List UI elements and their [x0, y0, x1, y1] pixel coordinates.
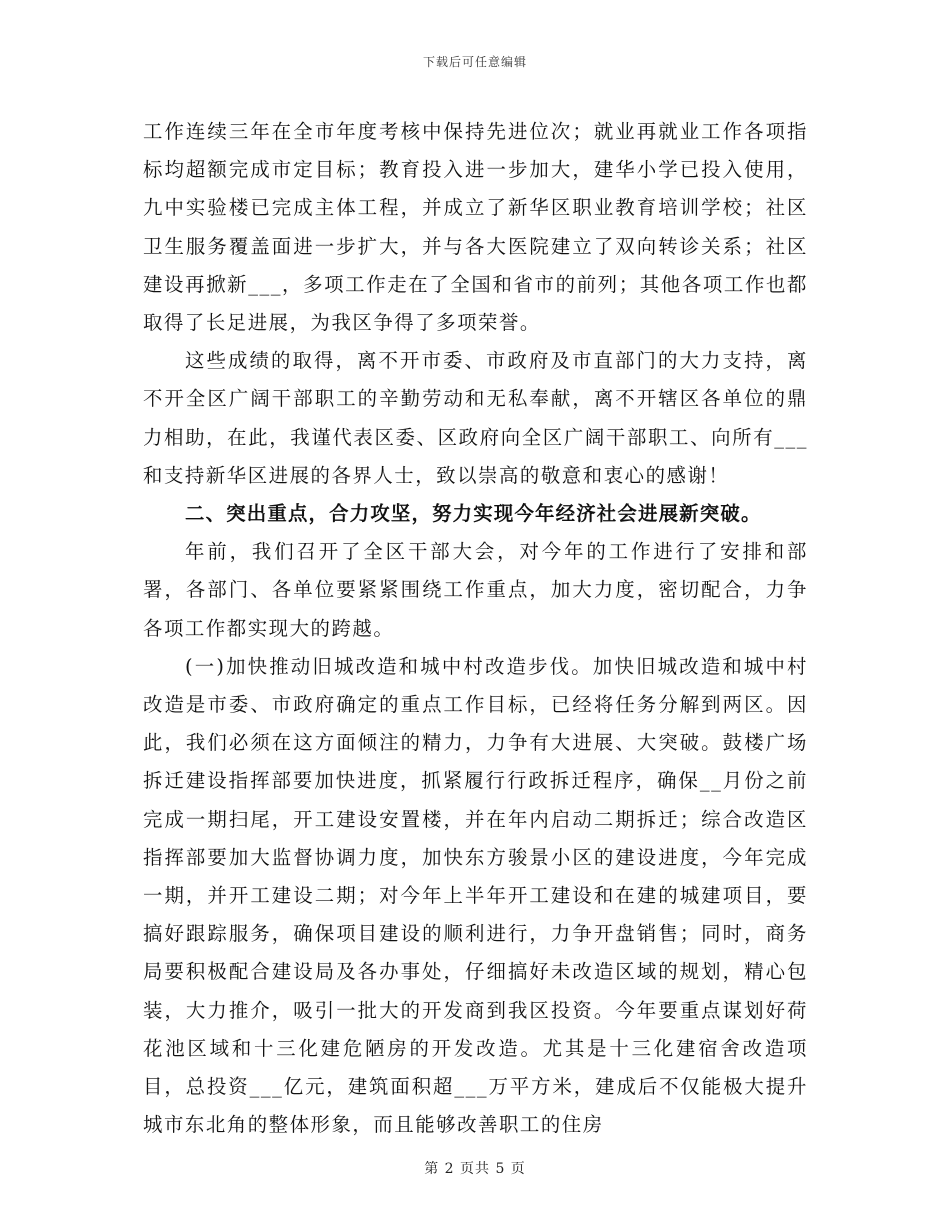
paragraph-old-city-renovation: (一)加快推动旧城改造和城中村改造步伐。加快旧城改造和城中村改造是市委、市政府确定的重点工作目标，已经将任务分解到两区。因此，我们必须在这方面倾注的精力，力争有大进展、大突破。鼓楼广场拆迁建设指挥部要加快进度，抓紧履行行政拆迁程序，确保__月份之前完成一期扫尾，开工建设安置楼，并在年内启动二期拆迁；综合改造区指挥部要加大监督协调力度，加快东方骏景小区的建设进度，今年完成一期，并开工建设二期；对今年上半年开工建设和在建的城建项目，要搞好跟踪服务，确保项目建设的顺利进行，力争开盘销售；同时，商务局要积极配合建设局及各办事处，仔细搞好未改造区域的规划，精心包装，大力推介，吸引一批大的开发商到我区投资。今年要重点谋划好荷花池区域和十三化建危陋房的开发改造。尤其是十三化建宿舍改造项目，总投资___亿元，建筑面积超___万平方米，建成后不仅能极大提升城市东北角的整体形象，而且能够改善职工的住房 [143, 654, 808, 1137]
document-body [143, 113, 808, 1144]
page-header: 下载后可任意编辑 [422, 55, 527, 69]
paragraph-thanks: 这些成绩的取得，离不开市委、市政府及市直部门的大力支持，离不开全区广阔干部职工的辛勤劳动和无私奉献，离不开辖区各单位的鼎力相助，在此，我谨代表区委、区政府向全区广阔干部职工、向所有___和支持新华区进展的各界人士，致以崇高的敬意和衷心的感谢！ [143, 349, 808, 487]
page-number: 第 2 页共 5 页 [424, 1161, 526, 1177]
paragraph-achievements: 工作连续三年在全市年度考核中保持先进位次；就业再就业工作各项指标均超额完成市定目标；教育投入进一步加大，建华小学已投入使用，九中实验楼已完成主体工程，并成立了新华区职业教育培训学校；社区卫生服务覆盖面进一步扩大，并与各大医院建立了双向转诊关系；社区建设再掀新___，多项工作走在了全国和省市的前列；其他各项工作也都取得了长足进展，为我区争得了多项荣誉。 [143, 120, 808, 335]
section-heading-2: 二、突出重点，合力攻坚，努力实现今年经济社会进展新突破。 [185, 502, 762, 526]
paragraph-meeting: 年前，我们召开了全区干部大会，对今年的工作进行了安排和部署，各部门、各单位要紧紧围绕工作重点，加大力度，密切配合，力争各项工作都实现大的跨越。 [143, 540, 808, 640]
